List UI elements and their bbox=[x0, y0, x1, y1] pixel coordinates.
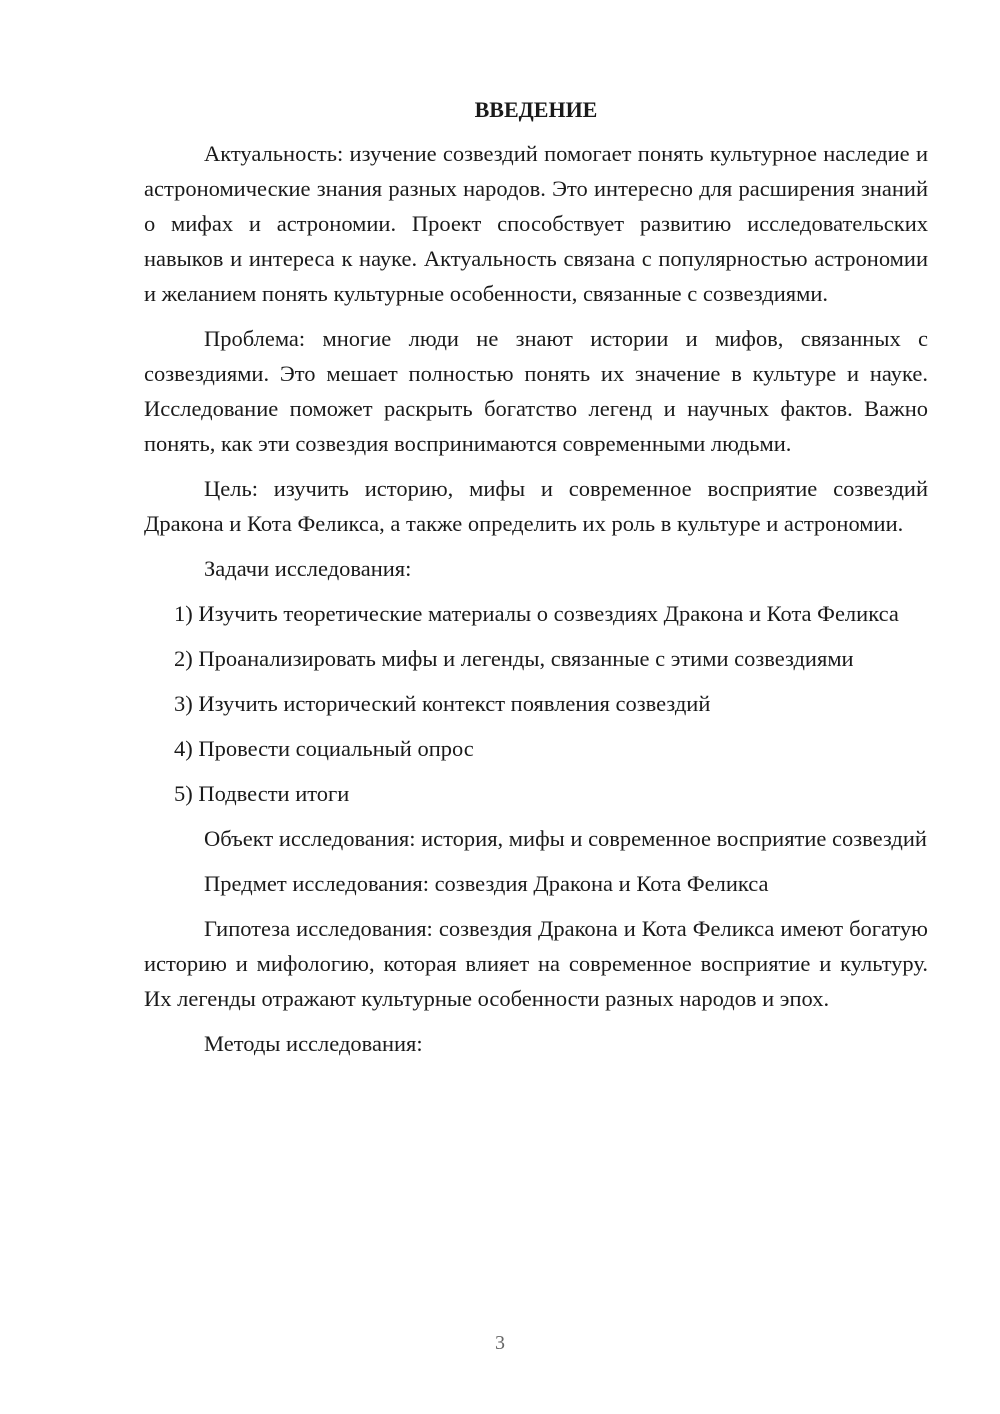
methods-heading: Методы исследования: bbox=[204, 1031, 423, 1056]
task-item: 1) Изучить теоретические материалы о созвездиях Дракона и Кота Феликса bbox=[174, 601, 899, 626]
section-title: ВВЕДЕНИЕ bbox=[474, 97, 598, 122]
task-item: 4) Провести социальный опрос bbox=[174, 736, 474, 761]
page-number: 3 bbox=[495, 1332, 505, 1354]
task-item: 5) Подвести итоги bbox=[174, 781, 350, 806]
subject-paragraph: Предмет исследования: созвездия Дракона и Кота Феликса bbox=[204, 871, 769, 896]
tasks-heading: Задачи исследования: bbox=[204, 556, 412, 581]
object-paragraph: Объект исследования: история, мифы и современное восприятие созвездий bbox=[204, 826, 927, 851]
goal-paragraph: Цель: изучить историю, мифы и современное восприятие созвездий Дракона и Кота Феликса, а также определить их роль в культуре и астрономии. bbox=[144, 476, 928, 536]
problem-paragraph: Проблема: многие люди не знают истории и мифов, связанных с созвездиями. Это мешает полностью понять их значение в культуре и науке. Исследование поможет раскрыть богатство легенд и научных фактов. Важно понять, как эти созвездия воспринимаются современными людьми. bbox=[144, 326, 928, 456]
hypothesis-paragraph: Гипотеза исследования: созвездия Дракона и Кота Феликса имеют богатую историю и мифологию, которая влияет на современное восприятие и культуру. Их легенды отражают культурные особенности разных народов и эпох. bbox=[144, 916, 928, 1011]
relevance-paragraph: Актуальность: изучение созвездий помогает понять культурное наследие и астрономические знания разных народов. Это интересно для расширения знаний о мифах и астрономии. Проект способствует развитию исследовательских навыков и интереса к науке. Актуальность связана с популярностью астрономии и желанием понять культурные особенности, связанные с созвездиями. bbox=[144, 141, 928, 306]
tasks-list bbox=[144, 596, 928, 811]
task-item: 3) Изучить исторический контекст появления созвездий bbox=[174, 691, 711, 716]
task-item: 2) Проанализировать мифы и легенды, связанные с этими созвездиями bbox=[174, 646, 854, 671]
document-page bbox=[144, 90, 928, 1071]
